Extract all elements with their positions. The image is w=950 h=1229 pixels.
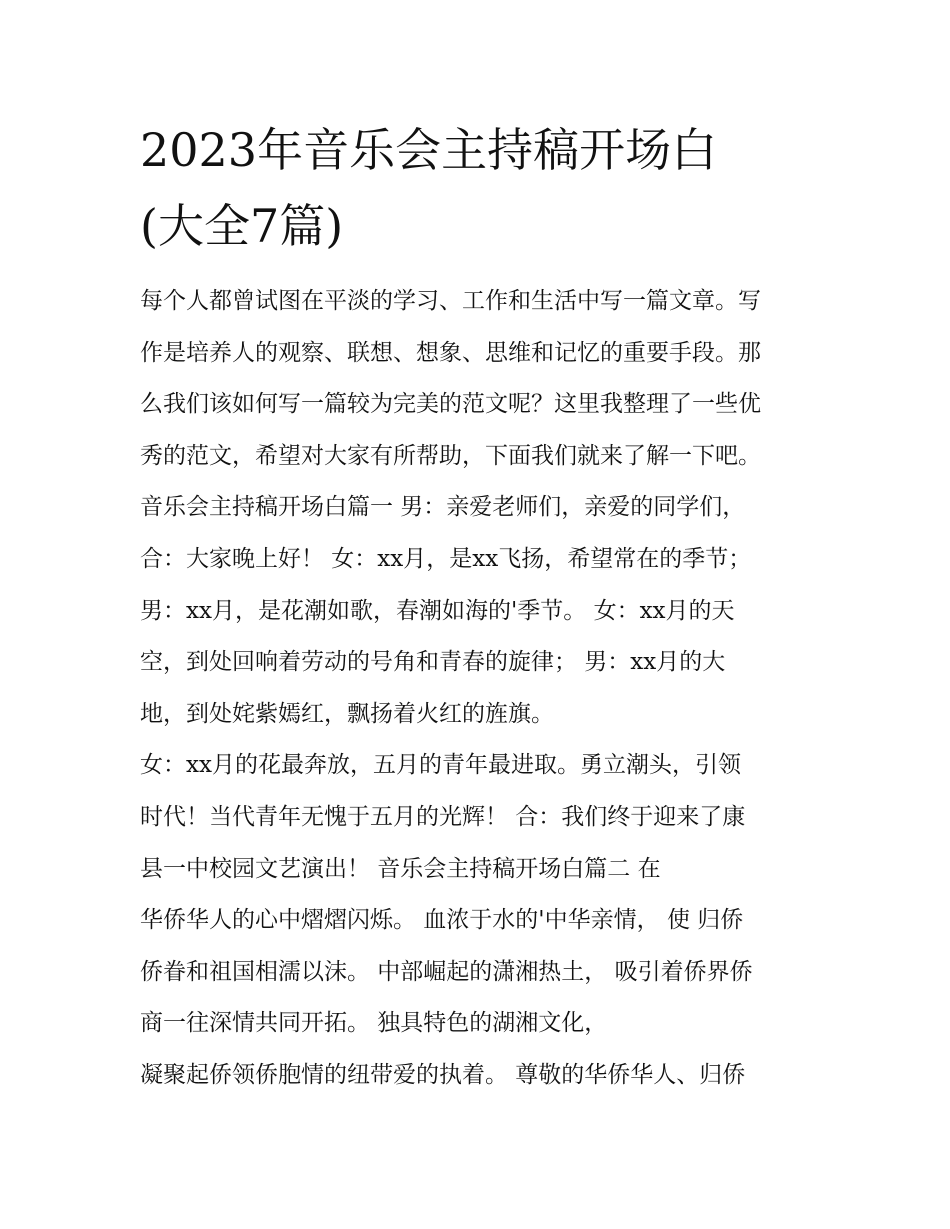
title-line-1: 2023年音乐会主持稿开场白 (140, 123, 718, 177)
body-line: 县一中校园文艺演出！ 音乐会主持稿开场白篇二 在 (140, 855, 661, 882)
body-line: 男：xx月，是花潮如歌，春潮如海的'季节。 女：xx月的天 (140, 597, 735, 624)
body-line: 商一往深情共同开拓。 独具特色的湖湘文化， (140, 1010, 608, 1037)
document-title (140, 112, 840, 264)
body-line: 时代！当代青年无愧于五月的光辉！ 合：我们终于迎来了康 (140, 803, 746, 830)
body-line: 每个人都曾试图在平淡的学习、工作和生活中写一篇文章。写 (140, 288, 761, 314)
document-body (140, 280, 840, 1106)
body-line: 空，到处回响着劳动的号角和青春的旋律； 男：xx月的大 (140, 649, 726, 676)
body-line: 地，到处姹紫嫣红，飘扬着火红的旌旗。 (140, 700, 554, 727)
body-line: 合：大家晚上好！ 女：xx月，是xx飞扬，希望常在的季节； (140, 545, 752, 572)
body-line: 秀的范文，希望对大家有所帮助，下面我们就来了解一下吧。 (140, 442, 761, 469)
body-line: 侨眷和祖国相濡以沫。 中部崛起的潇湘热土， 吸引着侨界侨 (140, 958, 753, 985)
body-line: 么我们该如何写一篇较为完美的范文呢？这里我整理了一些优 (140, 391, 761, 418)
body-line: 华侨华人的心中熠熠闪烁。 血浓于水的'中华亲情， 使 归侨 (140, 907, 744, 934)
body-line: 音乐会主持稿开场白篇一 男：亲爱老师们，亲爱的同学们， (140, 494, 746, 521)
title-line-2: (大全7篇) (140, 199, 344, 253)
body-line: 作是培养人的观察、联想、想象、思维和记忆的重要手段。那 (140, 339, 761, 366)
body-line: 凝聚起侨领侨胞情的纽带爱的执着。 尊敬的华侨华人、归侨 (140, 1061, 746, 1088)
body-line: 女：xx月的花最奔放，五月的青年最进取。勇立潮头，引领 (140, 752, 741, 779)
